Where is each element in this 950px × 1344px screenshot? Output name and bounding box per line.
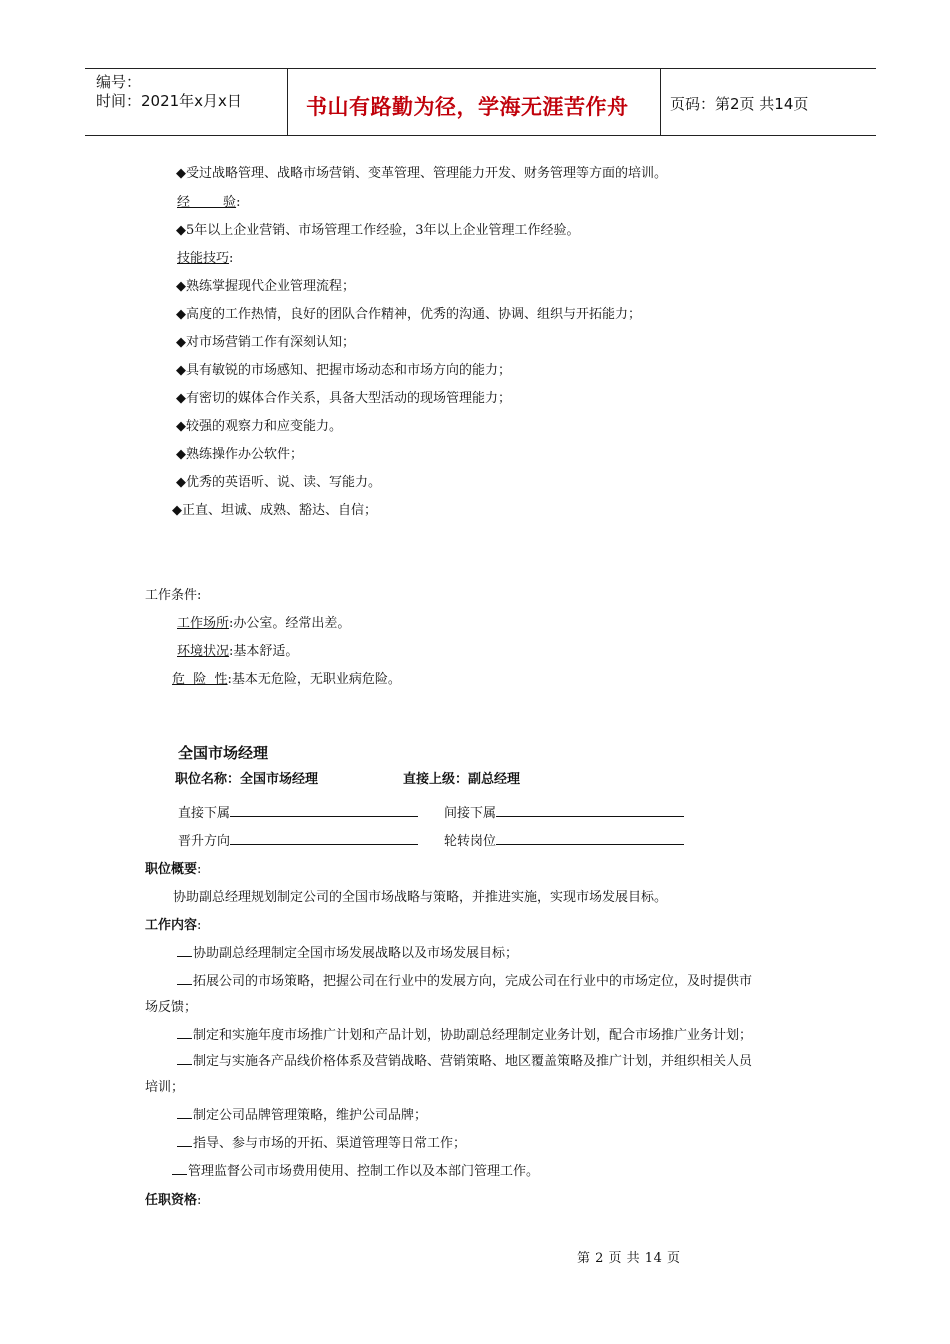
work-item — [177, 942, 518, 961]
skill-item: ◆高度的工作热情，良好的团队合作精神，优秀的沟通、协调、组织与开拓能力； — [176, 307, 641, 322]
skill-item: ◆较强的观察力和应变能力。 — [176, 419, 342, 434]
condition-label: 危 险 性 — [172, 672, 228, 687]
work-item-dash — [177, 1025, 192, 1039]
conditions-heading-row — [145, 584, 201, 603]
work-item-dash — [172, 1161, 187, 1175]
work-item-text: 制定与实施各产品线价格体系及营销战略、营销策略、地区覆盖策略及推广计划，并组织相关人员 — [193, 1054, 753, 1069]
qualification-colon: : — [197, 1193, 202, 1208]
conditions-colon: : — [197, 588, 202, 603]
condition-value: :办公室。经常出差。 — [229, 616, 351, 631]
rotation-row — [444, 830, 684, 849]
skill-item: ◆有密切的媒体合作关系，具备大型活动的现场管理能力； — [176, 391, 511, 406]
position-superior-line: 直接上级：副总经理 — [403, 772, 521, 787]
work-item-dash — [177, 971, 192, 985]
position-name-line: 职位名称：全国市场经理 — [175, 772, 319, 787]
work-item — [177, 1104, 427, 1123]
promotion-row — [178, 830, 418, 849]
condition-label: 工作场所 — [177, 616, 230, 631]
experience-item: ◆5年以上企业营销、市场管理工作经验，3年以上企业管理工作经验。 — [176, 223, 580, 238]
skill-item: ◆熟练操作办公软件； — [176, 447, 303, 462]
condition-row — [177, 640, 298, 659]
work-item — [172, 1160, 539, 1179]
condition-label: 环境状况 — [177, 644, 230, 659]
condition-row — [172, 668, 401, 687]
work-item-dash — [177, 1051, 192, 1065]
skills-heading-row — [177, 247, 233, 266]
work-item-continuation: 培训； — [145, 1080, 185, 1095]
work-item-text: 协助副总经理制定全国市场发展战略以及市场发展目标； — [193, 946, 519, 961]
work-item-continuation: 场反馈； — [145, 1000, 198, 1015]
rotation-blank — [496, 830, 684, 845]
skill-item: ◆正直、坦诚、成熟、豁达、自信； — [172, 503, 377, 518]
work-item-text: 拓展公司的市场策略，把握公司在行业中的发展方向，完成公司在行业中的市场定位，及时提供市 — [193, 974, 753, 989]
skills-colon: : — [229, 251, 234, 266]
header-motto: 书山有路勤为径，学海无涯苦作舟 — [306, 95, 629, 119]
condition-value: :基本无危险，无职业病危险。 — [227, 672, 401, 687]
work-item-text: 指导、参与市场的开拓、渠道管理等日常工作； — [193, 1136, 467, 1151]
skill-item: ◆优秀的英语听、说、读、写能力。 — [176, 475, 381, 490]
work-item-text: 制定公司品牌管理策略，维护公司品牌； — [193, 1108, 428, 1123]
qualification-heading: 任职资格 — [145, 1193, 198, 1208]
skill-item: ◆具有敏锐的市场感知、把握市场动态和市场方向的能力； — [176, 363, 511, 378]
work-colon: : — [197, 918, 202, 933]
overview-heading: 职位概要 — [145, 862, 198, 877]
work-item-text: 管理监督公司市场费用使用、控制工作以及本部门管理工作。 — [188, 1164, 540, 1179]
footer-page-number: 第 2 页 共 14 页 — [577, 1251, 681, 1266]
work-item — [177, 1132, 466, 1151]
work-heading-row — [145, 914, 201, 933]
overview-colon: : — [197, 862, 202, 877]
indirect-subordinate-blank — [496, 802, 684, 817]
work-item-dash — [177, 943, 192, 957]
direct-subordinate-blank — [230, 802, 418, 817]
overview-heading-row — [145, 858, 201, 877]
skill-item: ◆熟练掌握现代企业管理流程； — [176, 279, 355, 294]
training-item: ◆受过战略管理、战略市场营销、变革管理、管理能力开发、财务管理等方面的培训。 — [176, 166, 667, 181]
qualification-heading-row — [145, 1189, 201, 1208]
work-heading: 工作内容 — [145, 918, 198, 933]
overview-text: 协助副总经理规划制定公司的全国市场战略与策略，并推进实施，实现市场发展目标。 — [173, 890, 668, 905]
work-item — [177, 1050, 752, 1069]
experience-colon: : — [236, 195, 241, 210]
work-item-text: 制定和实施年度市场推广计划和产品计划，协助副总经理制定业务计划，配合市场推广业务计划； — [193, 1028, 753, 1043]
header-divider-right — [660, 68, 661, 136]
skill-item: ◆对市场营销工作有深刻认知； — [176, 335, 355, 350]
work-item — [177, 1024, 752, 1043]
header-divider-left — [287, 68, 288, 136]
header-page-info: 页码：第2页 共14页 — [670, 95, 809, 113]
indirect-subordinate-row — [444, 802, 684, 821]
skills-heading: 技能技巧 — [177, 251, 230, 266]
work-item — [177, 970, 752, 989]
work-item-dash — [177, 1133, 192, 1147]
rotation-label: 轮转岗位 — [444, 834, 497, 849]
indirect-subordinate-label: 间接下属 — [444, 806, 497, 821]
work-item-dash — [177, 1105, 192, 1119]
experience-heading-row — [177, 191, 240, 210]
header-top-rule — [85, 68, 876, 69]
direct-subordinate-label: 直接下属 — [178, 806, 231, 821]
header-bottom-rule — [85, 135, 876, 136]
experience-heading: 经 验 — [177, 195, 237, 210]
condition-value: :基本舒适。 — [229, 644, 299, 659]
position-title: 全国市场经理 — [178, 744, 269, 762]
promotion-label: 晋升方向 — [178, 834, 231, 849]
conditions-heading: 工作条件 — [145, 588, 198, 603]
header-number-label: 编号： — [96, 73, 142, 91]
direct-subordinate-row — [178, 802, 418, 821]
promotion-blank — [230, 830, 418, 845]
header-time-label: 时间：2021年x月x日 — [96, 92, 242, 110]
condition-row — [177, 612, 350, 631]
